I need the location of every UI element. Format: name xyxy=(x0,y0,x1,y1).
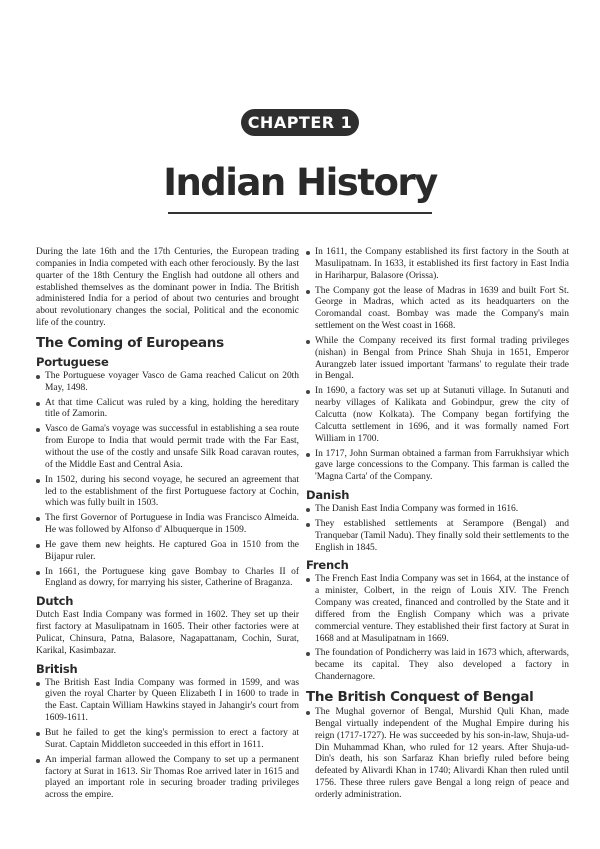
subheading-british: British xyxy=(36,661,78,676)
list-item: In 1690, a factory was set up at Sutanuti village. In Sutanuti and nearby villages of Kalikata and Gobindpur, grew the city of Calcutta (now Kolkata). The Company began fortifying the Calcutta settlement in 1696, and it was formally named Fort William in 1700. xyxy=(306,386,569,445)
list-item: In 1502, during his second voyage, he secured an agreement that led to the establishment of the first Portuguese factory at Cochin, which was fully built in 1503. xyxy=(36,475,299,511)
list-item: The Company got the lease of Madras in 1639 and built Fort St. George in Madras, which acted as its headquarters on the Coromandal coast. Bombay was made the Company's main settlement on the West coast in 1668. xyxy=(306,286,569,333)
list-item: The first Governor of Portuguese in India was Francisco Almeida. He was followed by Alfonso d' Albuquerque in 1509. xyxy=(36,513,299,537)
french-list xyxy=(306,574,569,684)
list-item: The Danish East India Company was formed in 1616. xyxy=(306,504,569,516)
subheading-portuguese: Portuguese xyxy=(36,354,109,369)
dutch-paragraph: Dutch East India Company was formed in 1602. They set up their first factory at Masulipatnam in 1605. Their other factories were at Pulicat, Chinsura, Patna, Balasore, Nagapattanam, Cochin, Surat, Karikal, Kasimbazar. xyxy=(36,610,299,656)
subheading-french: French xyxy=(306,558,349,573)
right-column xyxy=(306,247,569,805)
title-underline xyxy=(168,212,432,214)
subheading-dutch: Dutch xyxy=(36,594,74,609)
danish-list xyxy=(306,504,569,554)
list-item: In 1717, John Surman obtained a farman from Farrukhsiyar which gave large concessions to the Company. This farman is called the 'Magna Carta' of the Company. xyxy=(306,449,569,485)
bengal-list xyxy=(306,707,569,802)
portuguese-list xyxy=(36,371,299,590)
section-heading-coming-of-europeans: The Coming of Europeans xyxy=(36,334,224,351)
list-item: The French East India Company was set in 1664, at the instance of a minister, Colbert, in the reign of Louis XIV. The French Company was created, financed and controlled by the State and it differed from the English Company which was a private commercial venture. They established their first factory at Surat in 1668 and at Masulipatnam in 1669. xyxy=(306,574,569,645)
list-item: The Mughal governor of Bengal, Murshid Quli Khan, made Bengal virtually independent of the Mughal Empire during his reign (1717-1727). He was succeeded by his son-in-law, Shuja-ud-Din Muhammad Khan, who ruled for 12 years. After Shuja-ud-Din's death, his son Sarfaraz Khan briefly ruled before being defeated by Alivardi Khan in 1740; Alivardi Khan then ruled until 1756. These three rulers gave Bengal a long reign of peace and orderly administration. xyxy=(306,707,569,802)
list-item: At that time Calicut was ruled by a king, holding the hereditary title of Zamorin. xyxy=(36,398,299,422)
list-item: While the Company received its first formal trading privileges (nishan) in Bengal from Prince Shah Shuja in 1651, Emperor Aurangzeb later issued important 'farmans' to regulate their trade in Bengal. xyxy=(306,336,569,383)
intro-paragraph: During the late 16th and the 17th Centuries, the European trading companies in India competed with each other ferociously. By the last quarter of the 18th Century the English had outdone all others and established themselves as the dominant power in India. The British administered India for a period of about two centuries and brought about revolutionary changes the social, Political and the economic life of the country. xyxy=(36,247,299,329)
british-list-continued xyxy=(306,247,569,484)
chapter-badge: CHAPTER 1 xyxy=(241,109,359,136)
list-item: But he failed to get the king's permission to erect a factory at Surat. Captain Middleton succeeded in this effort in 1611. xyxy=(36,728,299,752)
list-item: The foundation of Pondicherry was laid in 1673 which, afterwards, became its capital. They also developed a factory in Chandernagore. xyxy=(306,648,569,684)
list-item: The British East India Company was formed in 1599, and was given the royal Charter by Queen Elizabeth I in 1600 to trade in the East. Captain William Hawkins stayed in Jahangir's court from 1609-1611. xyxy=(36,678,299,725)
page-title: Indian History xyxy=(163,161,437,204)
subheading-danish: Danish xyxy=(306,488,350,503)
list-item: In 1611, the Company established its first factory in the South at Masulipatnam. In 1633, it established its first factory in East India in Hariharpur, Balasore (Orissa). xyxy=(306,247,569,283)
list-item: They established settlements at Serampore (Bengal) and Tranquebar (Tamil Nadu). They finally sold their settlements to the English in 1845. xyxy=(306,519,569,555)
section-heading-british-conquest-of-bengal: The British Conquest of Bengal xyxy=(306,689,534,705)
list-item: An imperial farman allowed the Company to set up a permanent factory at Surat in 1613. Sir Thomas Roe arrived later in 1615 and played an important role in securing broader trading privileges across the empire. xyxy=(36,755,299,802)
list-item: The Portuguese voyager Vasco de Gama reached Calicut on 20th May, 1498. xyxy=(36,371,299,395)
list-item: He gave them new heights. He captured Goa in 1510 from the Bijapur ruler. xyxy=(36,540,299,564)
list-item: Vasco de Gama's voyage was successful in establishing a sea route from Europe to India that would permit trade with the Far East, without the use of the costly and unsafe Silk Road caravan routes, of the Middle East and Central Asia. xyxy=(36,424,299,471)
left-column xyxy=(36,247,299,805)
list-item: In 1661, the Portuguese king gave Bombay to Charles II of England as dowry, for marrying his sister, Catherine of Braganza. xyxy=(36,567,299,591)
british-list xyxy=(36,678,299,802)
